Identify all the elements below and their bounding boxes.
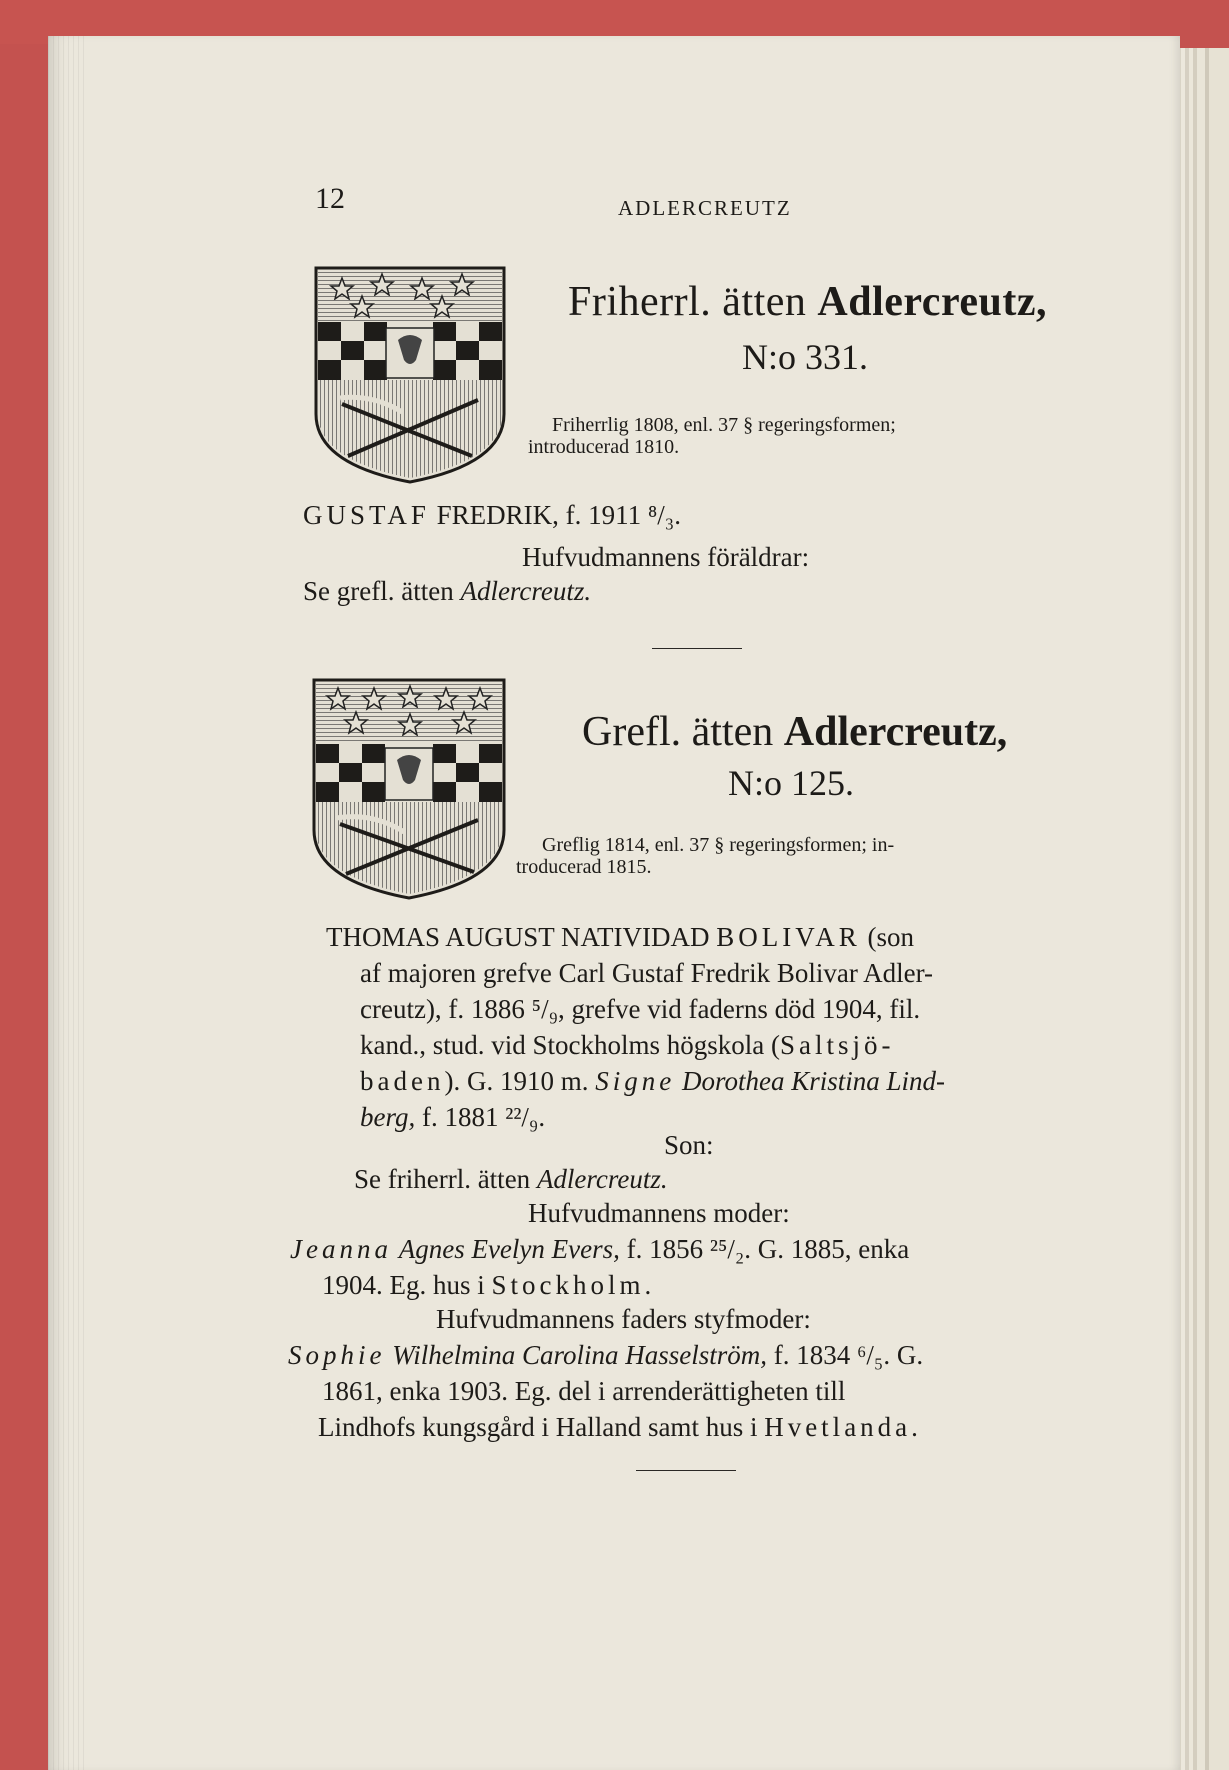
title-baronial: Friherrl. ätten Adlercreutz, (568, 279, 1047, 325)
stepmother-line-1: Sophie Wilhelmina Carolina Hasselström, f. 1834 ⁶/₅. G. (288, 1340, 924, 1370)
mother-heading: Hufvudmannens moder: (528, 1198, 790, 1228)
note-comital-line2: troducerad 1815. (516, 856, 652, 878)
note-baronial-line2: introducerad 1810. (528, 436, 680, 458)
thomas-line-3: creutz), f. 1886 ⁵/₉, grefve vid faderns död 1904, fil. (360, 994, 921, 1024)
note-baronial-line1: Friherrlig 1808, enl. 37 § regeringsformen; (552, 414, 896, 436)
page-stack-edge (1175, 48, 1229, 1770)
coat-of-arms-baronial (312, 264, 508, 486)
thomas-line-1: THOMAS AUGUST NATIVIDAD BOLIVAR (son (326, 922, 915, 952)
son-heading: Son: (664, 1130, 714, 1160)
thomas-line-4: kand., stud. vid Stockholms högskola (Saltsjö- (360, 1030, 895, 1060)
page-gutter-edges (48, 36, 88, 1770)
number-baronial: N:o 331. (742, 337, 868, 377)
thomas-line-5: baden). G. 1910 m. Signe Dorothea Kristina Lind- (360, 1066, 945, 1096)
number-comital: N:o 125. (728, 763, 854, 803)
title-comital: Grefl. ätten Adlercreutz, (582, 709, 1008, 755)
note-comital-line1: Greflig 1814, enl. 37 § regeringsformen; in- (542, 834, 895, 856)
running-head: ADLERCREUTZ (618, 196, 792, 220)
page-number: 12 (315, 182, 345, 215)
person-gustaf: GUSTAF FREDRIK, f. 1911 ⁸/₃. (303, 500, 681, 530)
section-divider-1 (652, 648, 742, 649)
mother-line-1: Jeanna Agnes Evelyn Evers, f. 1856 ²⁵/₂. G. 1885, enka (290, 1234, 910, 1264)
see-reference-1: Se grefl. ätten Adlercreutz. (303, 576, 592, 606)
coat-of-arms-comital (310, 676, 508, 902)
section-divider-2 (636, 1470, 736, 1471)
mother-line-2: 1904. Eg. hus i Stockholm. (322, 1270, 656, 1300)
thomas-line-6: berg, f. 1881 ²²/₉. (360, 1102, 546, 1132)
see-reference-2: Se friherrl. ätten Adlercreutz. (354, 1164, 668, 1194)
stepmother-heading: Hufvudmannens faders styfmoder: (436, 1304, 811, 1334)
thomas-line-2: af majoren grefve Carl Gustaf Fredrik Bolivar Adler- (360, 958, 934, 988)
stepmother-line-3: Lindhofs kungsgård i Halland samt hus i Hvetlanda. (318, 1412, 922, 1442)
parents-heading: Hufvudmannens föräldrar: (522, 542, 810, 572)
stepmother-line-2: 1861, enka 1903. Eg. del i arrenderättigheten till (322, 1376, 846, 1406)
